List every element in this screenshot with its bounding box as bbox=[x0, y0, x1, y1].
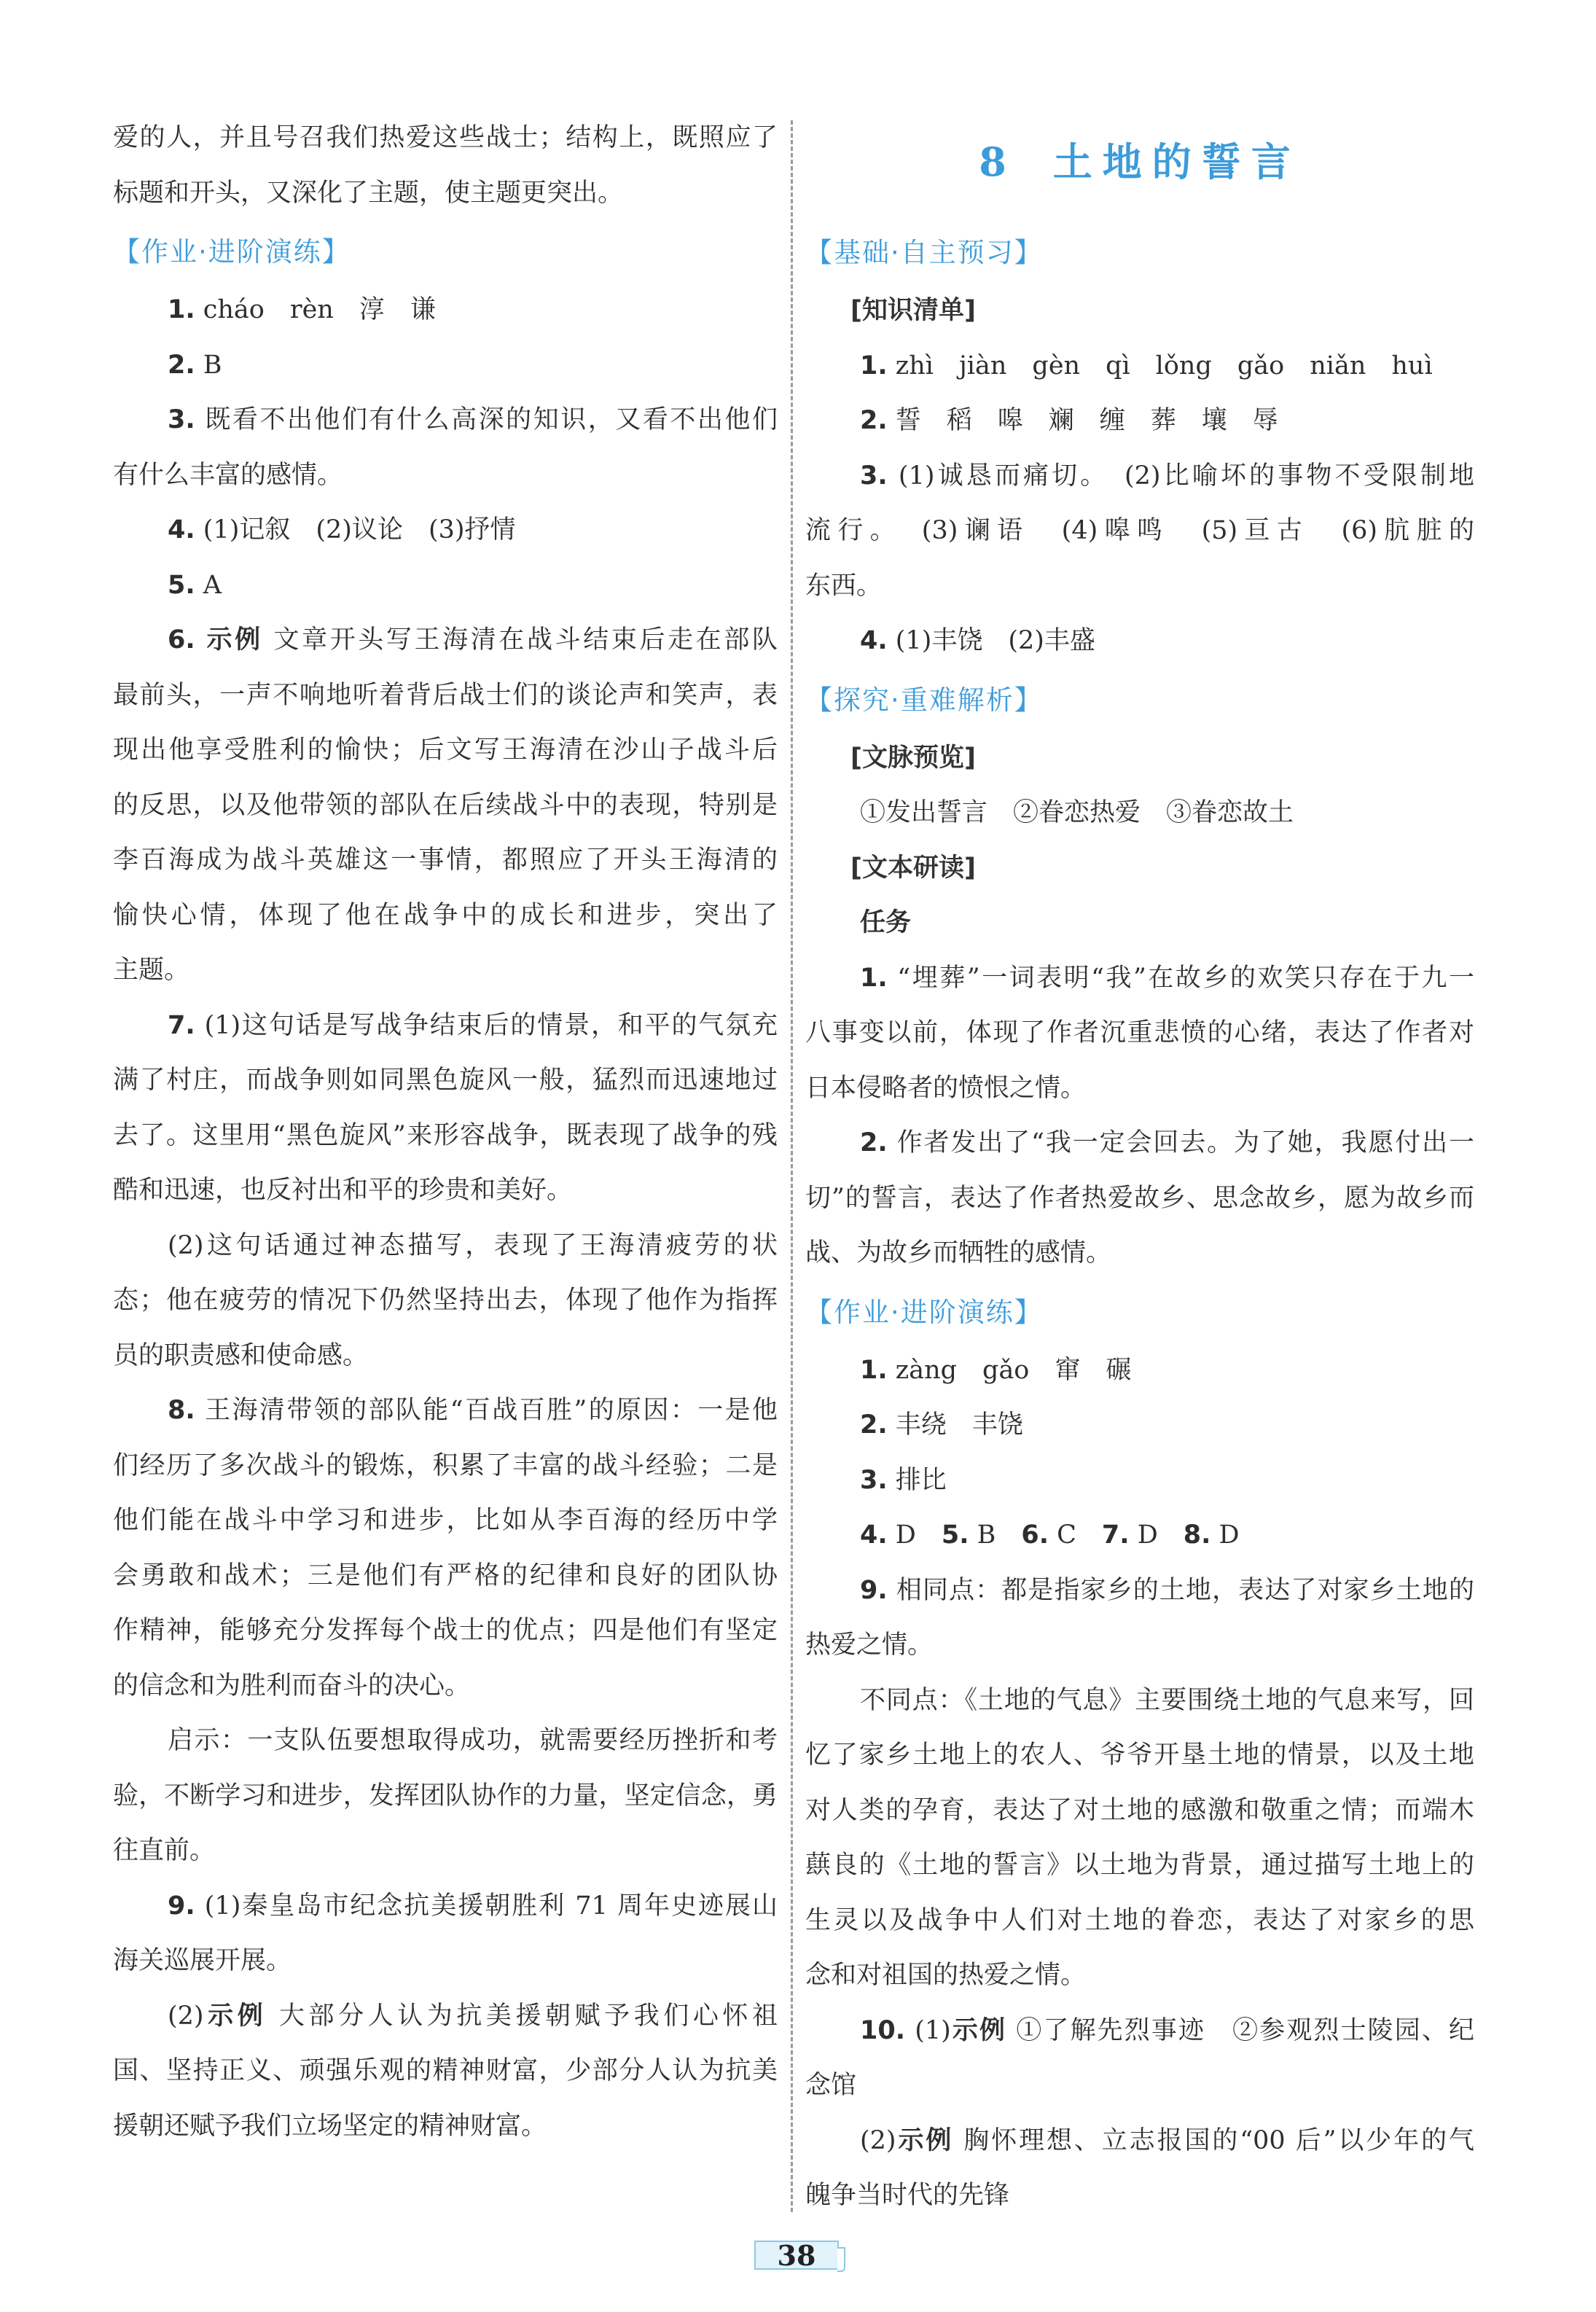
text-line: 东西。 bbox=[805, 571, 883, 601]
text-line bbox=[113, 613, 778, 668]
text-line: 国、坚持正义、顽强乐观的精神财富，少部分人认为抗美 bbox=[113, 2056, 778, 2085]
section-heading: 【探究·重难解析】 bbox=[805, 684, 1043, 716]
answer-paragraph bbox=[805, 1343, 1474, 1399]
bold-label: 示例 bbox=[896, 2125, 954, 2155]
text-span: (2) bbox=[860, 2125, 896, 2155]
bold-label: 任务 bbox=[860, 908, 912, 937]
page-number: 38 bbox=[754, 2241, 839, 2270]
text-span: C bbox=[1049, 1520, 1102, 1550]
text-line bbox=[805, 1343, 1474, 1399]
bold-label: 2. bbox=[860, 1410, 888, 1440]
text-span: (1)丰饶 (2)丰盛 bbox=[887, 626, 1095, 655]
bold-label: 10. bbox=[860, 2015, 906, 2045]
text-span: 王海清带领的部队能“百战百胜”的原因：一是他 bbox=[195, 1396, 778, 1425]
text-line bbox=[805, 1563, 1474, 1619]
bold-label: 1. bbox=[860, 1355, 888, 1385]
bold-label: 5. bbox=[941, 1520, 969, 1550]
text-line bbox=[805, 1508, 1474, 1563]
text-line bbox=[113, 393, 778, 448]
text-line bbox=[805, 2004, 1474, 2059]
answer-paragraph bbox=[805, 449, 1474, 614]
text-span: 爱的人，并且号召我们热爱这些战士；结构上，既照应了 bbox=[113, 123, 778, 152]
lesson-title-text: 土地的誓言 bbox=[1052, 138, 1301, 185]
answer-paragraph bbox=[805, 1674, 1474, 2004]
text-line: 流行。 (3)谰语 (4)嗥鸣 (5)亘古 (6)肮脏的 bbox=[805, 516, 1474, 545]
text-line: 八事变以前，体现了作者沉重悲愤的心绪，表达了作者对 bbox=[805, 1018, 1474, 1047]
text-line: 作精神，能够充分发挥每个战士的优点；四是他们有坚定 bbox=[113, 1616, 778, 1645]
text-line: 念馆 bbox=[805, 2071, 857, 2100]
answer-paragraph bbox=[805, 339, 1474, 394]
answer-paragraph bbox=[805, 896, 1474, 951]
bold-label: 8. bbox=[168, 1396, 195, 1425]
text-line: 的反思，以及他带领的部队在后续战斗中的表现，特别是 bbox=[113, 790, 778, 820]
lesson-number: 8 bbox=[979, 138, 1017, 185]
text-span: 丰绕 丰饶 bbox=[887, 1410, 1023, 1440]
text-line: 海关巡展开展。 bbox=[113, 1946, 292, 1975]
text-line bbox=[113, 111, 778, 166]
answer-paragraph bbox=[805, 1453, 1474, 1509]
text-line bbox=[805, 449, 1474, 504]
answer-paragraph bbox=[113, 283, 778, 338]
text-line bbox=[805, 1398, 1474, 1453]
text-span: zhì jiàn gèn qì lǒng gǎo niǎn huì bbox=[887, 351, 1433, 380]
text-span: 誓 稻 嗥 斓 缠 葬 壤 辱 bbox=[887, 406, 1278, 435]
text-line bbox=[113, 558, 778, 614]
answer-paragraph bbox=[805, 1563, 1474, 1674]
text-span: A bbox=[195, 570, 222, 600]
text-span: 相同点：都是指家乡的土地，表达了对家乡土地的 bbox=[887, 1575, 1474, 1605]
text-line: 战、为故乡而牺牲的感情。 bbox=[805, 1238, 1112, 1268]
bold-label: 3. bbox=[860, 461, 888, 491]
text-line bbox=[113, 1383, 778, 1439]
text-span: (1)秦皇岛市纪念抗美援朝胜利 71 周年史迹展山 bbox=[195, 1891, 778, 1921]
bold-label: 5. bbox=[168, 570, 195, 600]
text-line: 去了。这里用“黑色旋风”来形容战争，既表现了战争的残 bbox=[113, 1120, 778, 1150]
answer-paragraph bbox=[113, 338, 778, 394]
text-line bbox=[805, 786, 1474, 841]
text-span: 胸怀理想、立志报国的“00 后”以少年的气 bbox=[953, 2125, 1474, 2155]
text-span: (1)诚恳而痛切。 (2)比喻坏的事物不受限制地 bbox=[887, 461, 1474, 491]
right-column bbox=[805, 122, 1474, 2224]
answer-paragraph bbox=[113, 999, 778, 1219]
left-column bbox=[113, 111, 778, 2154]
bold-label: 示例 bbox=[203, 2001, 267, 2031]
text-line bbox=[113, 283, 778, 338]
text-line bbox=[805, 896, 1474, 951]
bold-label: 1. bbox=[860, 963, 888, 993]
text-span: (1)记叙 (2)议论 (3)抒情 bbox=[195, 515, 516, 544]
bold-label: 6. bbox=[1021, 1520, 1049, 1550]
section-heading: 【作业·进阶演练】 bbox=[805, 1296, 1043, 1328]
text-line bbox=[113, 338, 778, 394]
text-line: 忆了家乡土地上的农人、爷爷开垦土地的情景，以及土地 bbox=[805, 1741, 1474, 1770]
text-line: 对人类的孕育，表达了对土地的感激和敬重之情；而端木 bbox=[805, 1795, 1474, 1825]
text-line: 热爱之情。 bbox=[805, 1630, 934, 1660]
answer-paragraph bbox=[805, 786, 1474, 841]
bold-label: 2. bbox=[860, 1128, 888, 1157]
text-span: 作者发出了“我一定会回去。为了她，我愿付出一 bbox=[887, 1128, 1474, 1157]
answer-paragraph bbox=[113, 558, 778, 614]
bold-label: 2. bbox=[168, 350, 195, 380]
text-line bbox=[113, 1714, 778, 1769]
text-span: ①了解先烈事迹 ②参观烈士陵园、纪 bbox=[1006, 2015, 1474, 2045]
text-line: 有什么丰富的感情。 bbox=[113, 460, 343, 490]
section-heading: 【作业·进阶演练】 bbox=[113, 236, 351, 267]
text-line: 最前头，一声不响地听着背后战士们的谈论声和笑声，表 bbox=[113, 680, 778, 710]
answer-paragraph bbox=[113, 1383, 778, 1714]
bold-label: 示例 bbox=[950, 2015, 1007, 2045]
text-line bbox=[113, 503, 778, 558]
text-span: D bbox=[1210, 1520, 1240, 1550]
text-span: cháo rèn 淳 谦 bbox=[195, 295, 436, 324]
answer-paragraph bbox=[113, 503, 778, 558]
answer-paragraph bbox=[113, 1989, 778, 2155]
text-line bbox=[113, 1879, 778, 1934]
answer-paragraph bbox=[113, 613, 778, 999]
text-span: (1)这句话是写战争结束后的情景，和平的气氛充 bbox=[195, 1010, 778, 1040]
text-line: 日本侵略者的愤恨之情。 bbox=[805, 1073, 1087, 1103]
bold-label: 3. bbox=[860, 1465, 888, 1495]
bold-label: 4. bbox=[168, 515, 195, 544]
lesson-title bbox=[805, 122, 1474, 222]
text-line: 会勇敢和战术；三是他们有严格的纪律和良好的团队协 bbox=[113, 1561, 778, 1590]
text-span: zàng gǎo 窜 碾 bbox=[887, 1355, 1132, 1385]
text-line: 切”的誓言，表达了作者热爱故乡、思念故乡，愿为故乡而 bbox=[805, 1183, 1474, 1213]
text-span: 排比 bbox=[887, 1465, 947, 1495]
answer-paragraph bbox=[113, 111, 778, 221]
text-span: ①发出誓言 ②眷恋热爱 ③眷恋故土 bbox=[860, 798, 1294, 827]
text-span: (2)这句话通过神态描写，表现了王海清疲劳的状 bbox=[168, 1230, 778, 1260]
text-line bbox=[805, 951, 1474, 1007]
text-span: 既看不出他们有什么高深的知识，又看不出他们 bbox=[195, 405, 778, 434]
text-line: 态；他在疲劳的情况下仍然坚持出去，体现了他作为指挥 bbox=[113, 1286, 778, 1315]
text-span: 大部分人认为抗美援朝赋予我们心怀祖 bbox=[267, 2001, 778, 2031]
text-span: 文章开头写王海清在战斗结束后走在部队 bbox=[262, 625, 778, 655]
answer-paragraph bbox=[113, 1219, 778, 1384]
answer-paragraph bbox=[113, 1879, 778, 1989]
text-line bbox=[805, 394, 1474, 449]
text-line bbox=[805, 2114, 1474, 2169]
answer-paragraph bbox=[805, 1508, 1474, 1563]
text-line: 念和对祖国的热爱之情。 bbox=[805, 1961, 1087, 1990]
bold-label: 7. bbox=[168, 1010, 195, 1040]
bold-label: 6. 示例 bbox=[168, 625, 263, 655]
text-line: 酷和迅速，也反衬出和平的珍贵和美好。 bbox=[113, 1176, 573, 1205]
text-line: 往直前。 bbox=[113, 1836, 216, 1865]
text-line: 现出他享受胜利的愉快；后文写王海清在沙山子战斗后 bbox=[113, 735, 778, 765]
bold-label: 2. bbox=[860, 406, 888, 435]
subsection-label: [知识清单] bbox=[850, 296, 976, 325]
text-line bbox=[805, 1674, 1474, 1729]
page-number-curl-decoration bbox=[837, 2247, 845, 2272]
bold-label: 9. bbox=[168, 1891, 195, 1921]
text-line: 们经历了多次战斗的锻炼，积累了丰富的战斗经验；二是 bbox=[113, 1450, 778, 1480]
text-span: D bbox=[1129, 1520, 1184, 1550]
text-span: D bbox=[887, 1520, 942, 1550]
text-span: (1) bbox=[905, 2015, 951, 2045]
text-span: 不同点：《土地的气息》主要围绕土地的气息来写，回 bbox=[860, 1685, 1474, 1715]
text-line bbox=[113, 999, 778, 1054]
text-line bbox=[805, 614, 1474, 669]
bold-label: 4. bbox=[860, 626, 888, 655]
text-span: B bbox=[969, 1520, 1022, 1550]
answer-paragraph bbox=[805, 2004, 1474, 2114]
text-line: 他们能在战斗中学习和进步，比如从李百海的经历中学 bbox=[113, 1506, 778, 1535]
answer-paragraph bbox=[805, 951, 1474, 1117]
text-line: 员的职责感和使命感。 bbox=[113, 1340, 369, 1370]
text-span: 启示：一支队伍要想取得成功，就需要经历挫折和考 bbox=[168, 1726, 778, 1755]
text-line bbox=[805, 339, 1474, 394]
text-line bbox=[113, 1989, 778, 2045]
bold-label: 9. bbox=[860, 1575, 888, 1605]
text-line: 标题和开头，又深化了主题，使主题更突出。 bbox=[113, 178, 624, 208]
subsection-label: [文本研读] bbox=[850, 853, 976, 883]
section-heading: 【基础·自主预习】 bbox=[805, 237, 1043, 268]
answer-paragraph bbox=[805, 2114, 1474, 2224]
text-line bbox=[805, 1116, 1474, 1171]
text-line bbox=[805, 1453, 1474, 1509]
text-line: 生灵以及战争中人们对土地的眷恋，表达了对家乡的思 bbox=[805, 1905, 1474, 1935]
bold-label: 8. bbox=[1183, 1520, 1211, 1550]
text-span: B bbox=[195, 350, 222, 380]
text-line: 验，不断学习和进步，发挥团队协作的力量，坚定信念，勇 bbox=[113, 1781, 778, 1811]
answer-paragraph bbox=[805, 1398, 1474, 1453]
text-line: 的信念和为胜利而奋斗的决心。 bbox=[113, 1671, 471, 1700]
bold-label: 3. bbox=[168, 405, 195, 434]
answer-paragraph bbox=[113, 393, 778, 503]
bold-label: 1. bbox=[860, 351, 888, 380]
column-divider bbox=[791, 120, 793, 2212]
bold-label: 1. bbox=[168, 295, 195, 324]
text-line: 蕻良的《土地的誓言》以土地为背景，通过描写土地上的 bbox=[805, 1851, 1474, 1880]
text-line: 满了村庄，而战争则如同黑色旋风一般，猛烈而迅速地过 bbox=[113, 1066, 778, 1095]
text-line: 魄争当时代的先锋 bbox=[805, 2181, 1010, 2210]
bold-label: 7. bbox=[1101, 1520, 1130, 1550]
answer-paragraph bbox=[805, 1116, 1474, 1281]
text-line: 主题。 bbox=[113, 956, 190, 985]
text-line: 愉快心情，体现了他在战争中的成长和进步，突出了 bbox=[113, 900, 778, 930]
text-line: 援朝还赋予我们立场坚定的精神财富。 bbox=[113, 2111, 547, 2141]
answer-paragraph bbox=[805, 614, 1474, 669]
bold-label: 4. bbox=[860, 1520, 888, 1550]
subsection-label: [文脉预览] bbox=[850, 743, 976, 773]
answer-paragraph bbox=[113, 1714, 778, 1879]
text-line bbox=[113, 1219, 778, 1274]
text-line: 李百海成为战斗英雄这一事情，都照应了开头王海清的 bbox=[113, 845, 778, 875]
answer-paragraph bbox=[805, 394, 1474, 449]
text-span: “埋葬”一词表明“我”在故乡的欢笑只存在于九一 bbox=[887, 963, 1474, 993]
text-span: (2) bbox=[168, 2001, 204, 2031]
